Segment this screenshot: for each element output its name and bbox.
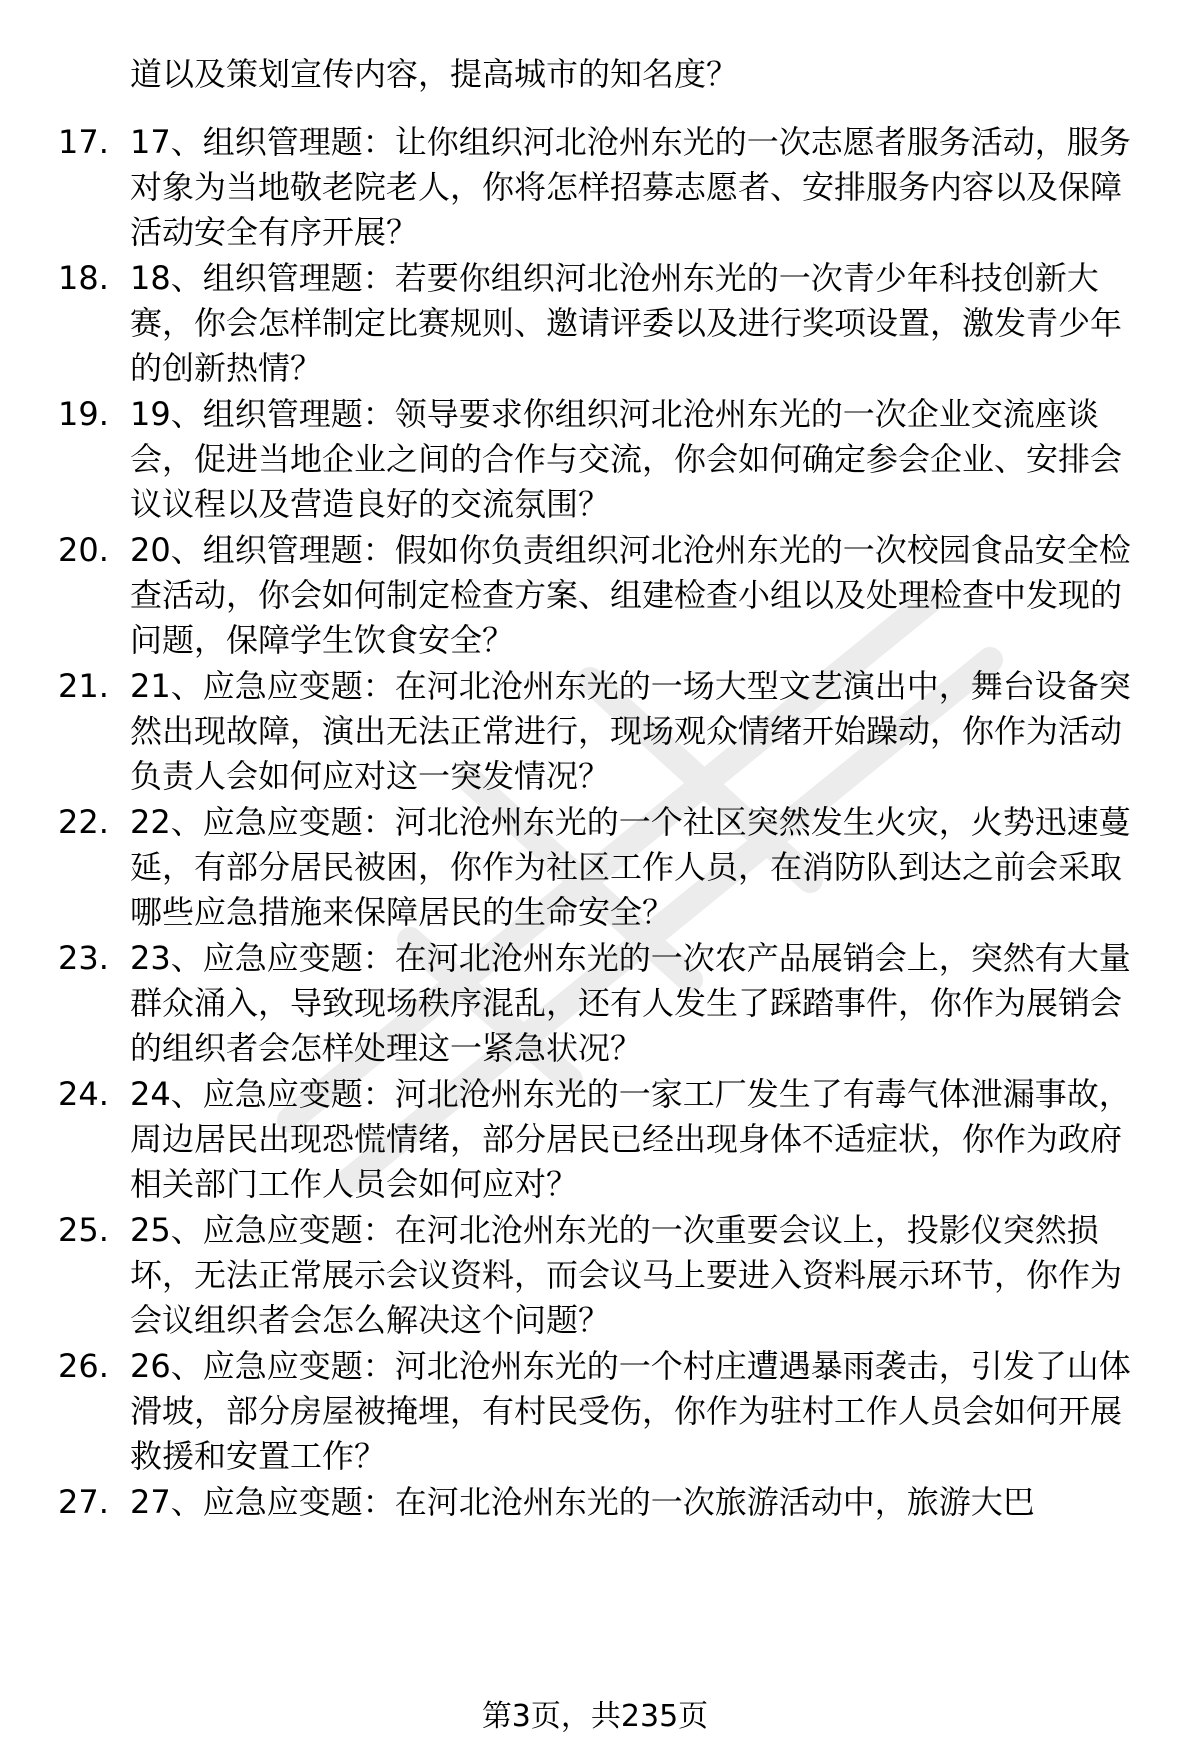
item-number: 22. — [58, 803, 109, 841]
page-footer: 第3页，共235页 — [481, 1699, 709, 1734]
item-text: 25、应急应变题：在河北沧州东光的一次重要会议上，投影仪突然损坏，无法正常展示会议资料，而会议马上要进入资料展示环节，你作为会议组织者会怎么解决这个问题？ — [130, 1211, 1123, 1339]
item-number: 18. — [58, 259, 109, 297]
item-number: 21. — [58, 667, 109, 705]
item-number: 23. — [58, 939, 109, 977]
item-text: 22、应急应变题：河北沧州东光的一个社区突然发生火灾，火势迅速蔓延，有部分居民被困，你作为社区工作人员，在消防队到达之前会采取哪些应急措施来保障居民的生命安全？ — [130, 803, 1131, 931]
continuation-text: 道以及策划宣传内容，提高城市的知名度？ — [130, 55, 739, 93]
item-number: 17. — [58, 123, 109, 161]
item-number: 19. — [58, 395, 109, 433]
item-text: 21、应急应变题：在河北沧州东光的一场大型文艺演出中，舞台设备突然出现故障，演出无法正常进行，现场观众情绪开始躁动，你作为活动负责人会如何应对这一突发情况？ — [130, 667, 1131, 795]
item-number: 20. — [58, 531, 109, 569]
item-text: 26、应急应变题：河北沧州东光的一个村庄遭遇暴雨袭击，引发了山体滑坡，部分房屋被掩埋，有村民受伤，你作为驻村工作人员会如何开展救援和安置工作？ — [130, 1347, 1131, 1475]
item-text: 18、组织管理题：若要你组织河北沧州东光的一次青少年科技创新大赛，你会怎样制定比赛规则、邀请评委以及进行奖项设置，激发青少年的创新热情？ — [130, 259, 1123, 387]
item-text: 17、组织管理题：让你组织河北沧州东光的一次志愿者服务活动，服务对象为当地敬老院老人，你将怎样招募志愿者、安排服务内容以及保障活动安全有序开展？ — [130, 123, 1131, 251]
item-number: 24. — [58, 1075, 109, 1113]
item-number: 27. — [58, 1483, 109, 1521]
item-number: 26. — [58, 1347, 109, 1385]
item-text: 19、组织管理题：领导要求你组织河北沧州东光的一次企业交流座谈会，促进当地企业之间的合作与交流，你会如何确定参会企业、安排会议议程以及营造良好的交流氛围？ — [130, 395, 1123, 523]
item-number: 25. — [58, 1211, 109, 1249]
item-text: 23、应急应变题：在河北沧州东光的一次农产品展销会上，突然有大量群众涌入，导致现场秩序混乱，还有人发生了踩踏事件，你作为展销会的组织者会怎样处理这一紧急状况？ — [130, 939, 1131, 1067]
item-text: 27、应急应变题：在河北沧州东光的一次旅游活动中，旅游大巴 — [130, 1483, 1035, 1521]
item-text: 20、组织管理题：假如你负责组织河北沧州东光的一次校园食品安全检查活动，你会如何制定检查方案、组建检查小组以及处理检查中发现的问题，保障学生饮食安全？ — [130, 531, 1131, 659]
item-text: 24、应急应变题：河北沧州东光的一家工厂发生了有毒气体泄漏事故，周边居民出现恐慌情绪，部分居民已经出现身体不适症状，你作为政府相关部门工作人员会如何应对？ — [130, 1075, 1131, 1203]
